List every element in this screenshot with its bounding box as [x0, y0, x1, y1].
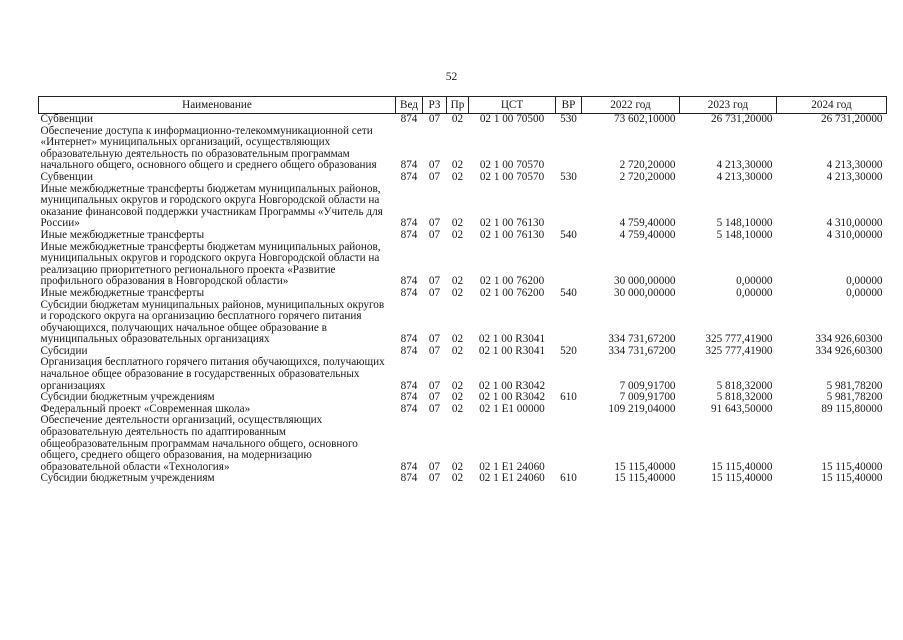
row-2024: 26 731,20000 [820, 113, 883, 125]
table-row [39, 357, 887, 392]
table-row [39, 126, 887, 172]
row-name: Иные межбюджетные трансферты [40, 286, 205, 299]
row-rz: 07 [428, 170, 441, 183]
row-cst: 02 1 00 70570 [479, 159, 545, 172]
row-pr: 02 [451, 460, 464, 473]
row-vr: 530 [560, 113, 577, 125]
row-cst: 02 1 00 76130 [479, 228, 545, 241]
row-name: Субсидии бюджетным учреждениям [40, 472, 215, 485]
row-rz: 07 [428, 402, 441, 415]
row-pr: 02 [451, 217, 464, 230]
row-2023: 91 643,50000 [710, 402, 773, 415]
row-ved: 874 [400, 170, 418, 183]
row-rz: 07 [428, 159, 441, 172]
page-number: 52 [445, 71, 458, 83]
row-vr: 540 [560, 228, 577, 241]
row-ved: 874 [400, 379, 418, 392]
row-cst: 02 1 00 R3042 [478, 391, 546, 404]
row-ved: 874 [400, 286, 418, 299]
row-2022: 15 115,40000 [614, 472, 676, 485]
row-vr [556, 404, 582, 416]
row-2024: 334 926,60300 [815, 344, 883, 357]
row-rz: 07 [428, 460, 441, 473]
table-row [39, 114, 887, 126]
row-name: Организация бесплатного горячего питания обучающихся, получающих начальное общее образование в государственных образовательных организациях [40, 356, 385, 392]
row-2023: 15 115,40000 [711, 472, 773, 485]
row-2024: 4 310,00000 [826, 228, 883, 241]
row-ved: 874 [400, 113, 418, 125]
header-2024: 2024 год [777, 97, 887, 114]
row-ved: 874 [400, 159, 418, 172]
table-row [39, 288, 887, 300]
row-2023: 325 777,41900 [705, 333, 773, 346]
table-row [39, 230, 887, 242]
row-name: Иные межбюджетные трансферты бюджетам муниципальных районов, муниципальных округов и городского округа Новгородской области на реализацию приоритетного регионального проекта «Развитие профильного образования в Новгородской области» [40, 240, 381, 288]
row-cst: 02 1 00 R3042 [478, 379, 546, 392]
table-row [39, 473, 887, 485]
row-2023: 0,00000 [736, 286, 773, 299]
row-rz: 07 [428, 228, 441, 241]
row-rz: 07 [428, 333, 441, 346]
row-cst: 02 1 00 76130 [479, 217, 545, 230]
row-rz: 07 [428, 286, 441, 299]
table-header [39, 97, 887, 114]
table-body [39, 114, 887, 486]
row-2024: 5 981,78200 [826, 391, 883, 404]
row-vr [556, 184, 582, 230]
row-2023: 4 213,30000 [716, 159, 773, 172]
row-cst: 02 1 E1 24060 [479, 472, 545, 485]
row-2022: 73 602,10000 [613, 113, 676, 125]
row-2023: 325 777,41900 [705, 344, 773, 357]
row-cst: 02 1 00 R3041 [478, 333, 546, 346]
row-2024: 4 213,30000 [826, 170, 883, 183]
row-rz: 07 [428, 217, 441, 230]
row-2023: 5 818,32000 [716, 379, 773, 392]
row-2022: 30 000,00000 [613, 275, 676, 288]
row-2023: 15 115,40000 [711, 460, 773, 473]
header-rz: РЗ [423, 97, 447, 114]
row-2024: 5 981,78200 [826, 379, 883, 392]
row-name: Субсидии бюджетам муниципальных районов, муниципальных округов и городского округа на организацию бесплатного горячего питания обучающихся, получающих начальное общее образование в муниципальных образовательных организациях [40, 298, 385, 346]
row-2022: 334 731,67200 [608, 344, 676, 357]
row-pr: 02 [451, 344, 464, 357]
row-2024: 15 115,40000 [821, 472, 883, 485]
row-2024: 0,00000 [846, 286, 883, 299]
row-ved: 874 [400, 391, 418, 404]
row-cst: 02 1 E1 00000 [479, 402, 545, 415]
row-2022: 7 009,91700 [619, 379, 676, 392]
row-rz: 07 [428, 344, 441, 357]
row-2024: 4 213,30000 [826, 159, 883, 172]
row-pr: 02 [451, 228, 464, 241]
row-vr [556, 415, 582, 473]
row-2022: 2 720,20000 [619, 159, 676, 172]
row-rz: 07 [428, 113, 441, 125]
row-name: Федеральный проект «Современная школа» [40, 402, 251, 415]
header-pr: Пр [447, 97, 469, 114]
header-name: Наименование [39, 97, 396, 114]
row-ved: 874 [400, 472, 418, 485]
row-2024: 334 926,60300 [815, 333, 883, 346]
row-rz: 07 [428, 391, 441, 404]
row-2023: 5 148,10000 [716, 217, 773, 230]
row-name: Субсидии [40, 344, 88, 357]
header-ved: Вед [396, 97, 423, 114]
row-cst: 02 1 00 76200 [479, 275, 545, 288]
header-cst: ЦСТ [469, 97, 556, 114]
row-2024: 4 310,00000 [826, 217, 883, 230]
row-ved: 874 [400, 217, 418, 230]
row-cst: 02 1 00 70570 [479, 170, 545, 183]
row-pr: 02 [451, 472, 464, 485]
row-2022: 334 731,67200 [608, 333, 676, 346]
row-rz: 07 [428, 275, 441, 288]
row-ved: 874 [400, 344, 418, 357]
table-row [39, 242, 887, 288]
row-2022: 4 759,40000 [619, 217, 676, 230]
row-pr: 02 [451, 170, 464, 183]
row-name: Иные межбюджетные трансферты [40, 228, 205, 241]
row-2023: 26 731,20000 [710, 113, 773, 125]
row-ved: 874 [400, 228, 418, 241]
row-pr: 02 [451, 333, 464, 346]
row-name: Субвенции [40, 170, 93, 183]
row-vr: 530 [560, 170, 577, 183]
row-vr [556, 242, 582, 288]
row-2022: 4 759,40000 [619, 228, 676, 241]
row-ved: 874 [400, 333, 418, 346]
table-row [39, 415, 887, 473]
row-vr: 540 [560, 286, 577, 299]
row-2022: 7 009,91700 [619, 391, 676, 404]
row-vr [556, 300, 582, 346]
row-pr: 02 [451, 275, 464, 288]
row-cst: 02 1 00 76200 [479, 286, 545, 299]
header-2023: 2023 год [680, 97, 777, 114]
row-name: Обеспечение доступа к информационно-телекоммуникационной сети «Интернет» муниципальных организаций, осуществляющих образовательную деятельность по образовательным программам начального общего, основного общего и среднего общего образования [40, 124, 377, 172]
row-name: Субсидии бюджетным учреждениям [40, 391, 215, 404]
row-name: Субвенции [40, 113, 93, 125]
header-2022: 2022 год [582, 97, 680, 114]
row-vr: 520 [560, 344, 577, 357]
header-vr: ВР [556, 97, 582, 114]
row-name: Обеспечение деятельности организаций, осуществляющих образовательную деятельность по адаптированным общеобразовательным программам начального общего, основного общего, среднего общего образования, на модернизацию образовательной области «Технология» [40, 414, 358, 473]
row-pr: 02 [451, 113, 464, 125]
row-pr: 02 [451, 391, 464, 404]
row-2024: 0,00000 [846, 275, 883, 288]
row-cst: 02 1 00 70500 [479, 113, 545, 125]
row-2023: 5 148,10000 [716, 228, 773, 241]
row-2023: 0,00000 [736, 275, 773, 288]
row-vr [556, 126, 582, 172]
row-name: Иные межбюджетные трансферты бюджетам муниципальных районов, муниципальных округов и городского округа Новгородской области на оказание финансовой поддержки участникам Программы «Учитель для России» [40, 182, 383, 230]
row-vr: 610 [560, 472, 577, 485]
table-row [39, 300, 887, 346]
row-pr: 02 [451, 286, 464, 299]
budget-table [38, 96, 887, 485]
row-pr: 02 [451, 402, 464, 415]
row-2022: 15 115,40000 [614, 460, 676, 473]
row-ved: 874 [400, 460, 418, 473]
row-rz: 07 [428, 379, 441, 392]
row-ved: 874 [400, 275, 418, 288]
row-2023: 5 818,32000 [716, 391, 773, 404]
row-2022: 2 720,20000 [619, 170, 676, 183]
row-vr: 610 [560, 391, 577, 404]
row-2024: 89 115,80000 [821, 402, 883, 415]
row-rz: 07 [428, 472, 441, 485]
row-2022: 109 219,04000 [608, 402, 676, 415]
row-2022: 30 000,00000 [613, 286, 676, 299]
table-row [39, 184, 887, 230]
row-pr: 02 [451, 159, 464, 172]
row-pr: 02 [451, 379, 464, 392]
table-row [39, 172, 887, 184]
row-2023: 4 213,30000 [716, 170, 773, 183]
row-cst: 02 1 E1 24060 [479, 460, 545, 473]
row-ved: 874 [400, 402, 418, 415]
row-vr [556, 357, 582, 392]
row-cst: 02 1 00 R3041 [478, 344, 546, 357]
row-2024: 15 115,40000 [821, 460, 883, 473]
